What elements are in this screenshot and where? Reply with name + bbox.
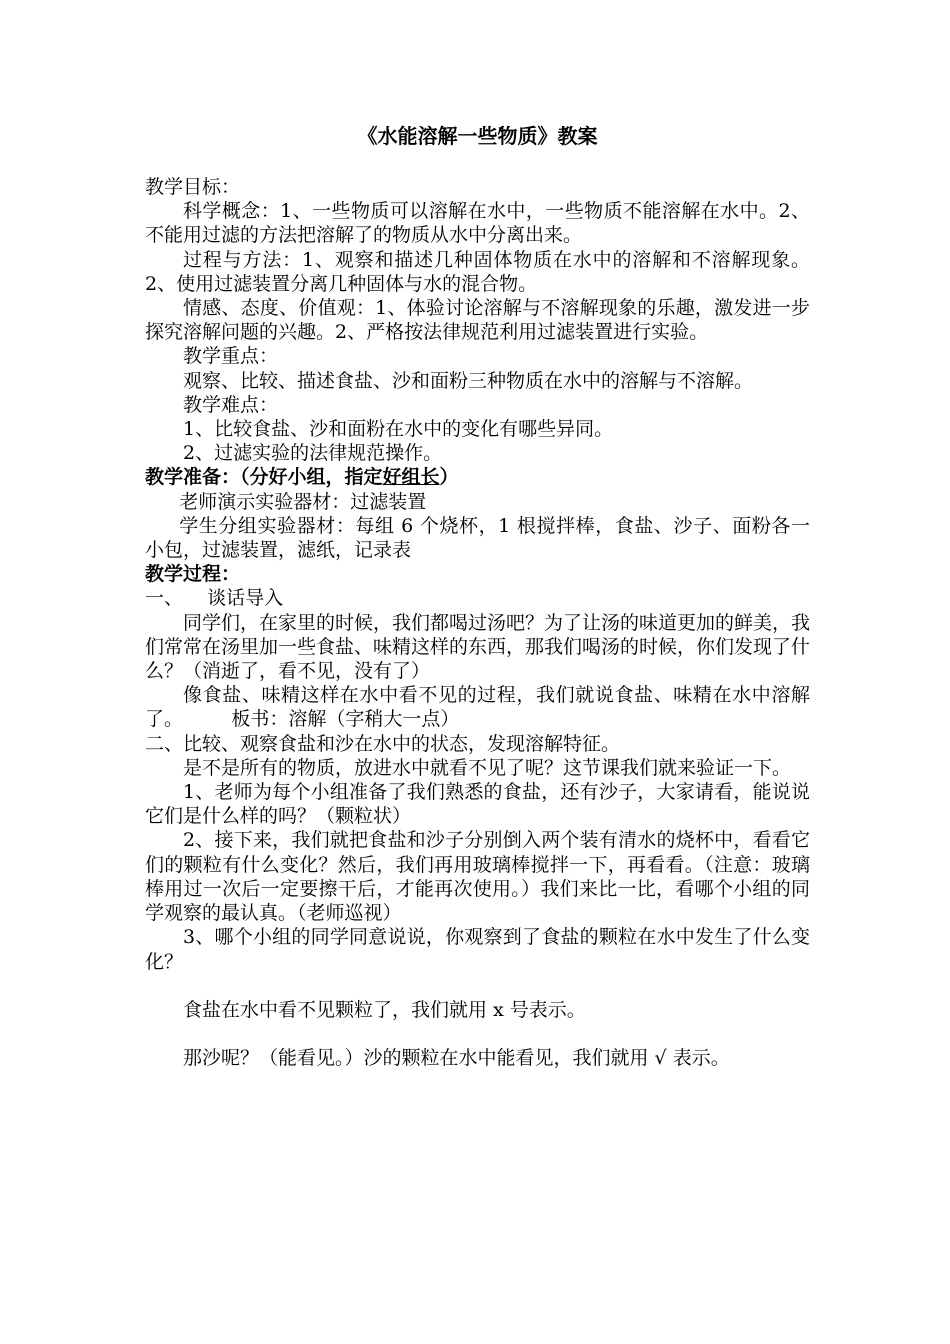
process-heading: 教学过程： [145,563,241,586]
emotion-attitude-paragraph: 情感、态度、价值观：1、体验讨论溶解与不溶解现象的乐趣，激发进一步探究溶解问题的兴趣。2、严格按法律规范利用过滤装置进行实验。 [145,297,810,344]
science-concept-paragraph: 科学概念：1、一些物质可以溶解在水中，一些物质不能溶解在水中。2、不能用过滤的方法把溶解了的物质从水中分离出来。 [145,200,810,247]
paragraph-gap [145,974,810,998]
step2-paragraph-6: 那沙呢？（能看见。）沙的颗粒在水中能看见，我们就用 √ 表示。 [183,1046,730,1069]
document-body [145,124,810,1070]
key-points-heading: 教学重点： [183,345,279,368]
difficulty-item-1: 1、比较食盐、沙和面粉在水中的变化有哪些异同。 [183,418,614,441]
objectives-heading: 教学目标： [145,176,241,198]
paragraph-gap [145,1022,810,1046]
preparation-heading-close: ） [439,466,459,489]
step2-paragraph-3: 2、接下来，我们就把食盐和沙子分别倒入两个装有清水的烧杯中，看看它们的颗粒有什么变化？然后，我们再用玻璃棒搅拌一下，再看看。（注意：玻璃棒用过一次后一定要擦干后，才能再次使用。）我们来比一比，看哪个小组的同学观察的最认真。（老师巡视） [145,829,810,925]
teacher-equipment: 老师演示实验器材：过滤装置 [179,490,427,513]
preparation-heading [145,465,810,489]
process-method-paragraph: 过程与方法：1、观察和描述几种固体物质在水中的溶解和不溶解现象。2、使用过滤装置分离几种固体与水的混合物。 [145,248,810,295]
step2-heading: 二、比较、观察食盐和沙在水中的状态，发现溶解特征。 [145,732,621,755]
preparation-heading-text: 教学准备：（分好小组，指定 [145,466,383,489]
preparation-heading-underlined: 好组长 [382,466,440,489]
student-equipment: 学生分组实验器材：每组 6 个烧杯，1 根搅拌棒，食盐、沙子、面粉各一小包，过滤装置，滤纸，记录表 [145,514,810,562]
step2-paragraph-2: 1、老师为每个小组准备了我们熟悉的食盐，还有沙子，大家请看，能说说它们是什么样的吗？（颗粒状） [145,781,810,828]
step1-heading: 一、 谈话导入 [145,587,284,610]
step2-paragraph-4: 3、哪个小组的同学同意说说，你观察到了食盐的颗粒在水中发生了什么变化？ [145,926,810,973]
document-title: 《水能溶解一些物质》教案 [357,124,598,148]
step1-paragraph-1: 同学们，在家里的时候，我们都喝过汤吧？为了让汤的味道更加的鲜美，我们常常在汤里加一些食盐、味精这样的东西，那我们喝汤的时候，你们发现了什么？（消逝了，看不见，没有了） [145,611,811,683]
difficulties-heading: 教学难点： [183,393,279,416]
difficulty-item-2: 2、过滤实验的法律规范操作。 [183,442,443,465]
step1-paragraph-2: 像食盐、味精这样在水中看不见的过程，我们就说食盐、味精在水中溶解了。 板书：溶解（字稍大一点） [145,684,810,731]
key-points-text: 观察、比较、描述食盐、沙和面粉三种物质在水中的溶解与不溶解。 [183,369,754,392]
step2-paragraph-5: 食盐在水中看不见颗粒了，我们就用 x 号表示。 [183,998,586,1021]
step2-paragraph-1: 是不是所有的物质，放进水中就看不见了呢？这节课我们就来验证一下。 [183,756,792,779]
